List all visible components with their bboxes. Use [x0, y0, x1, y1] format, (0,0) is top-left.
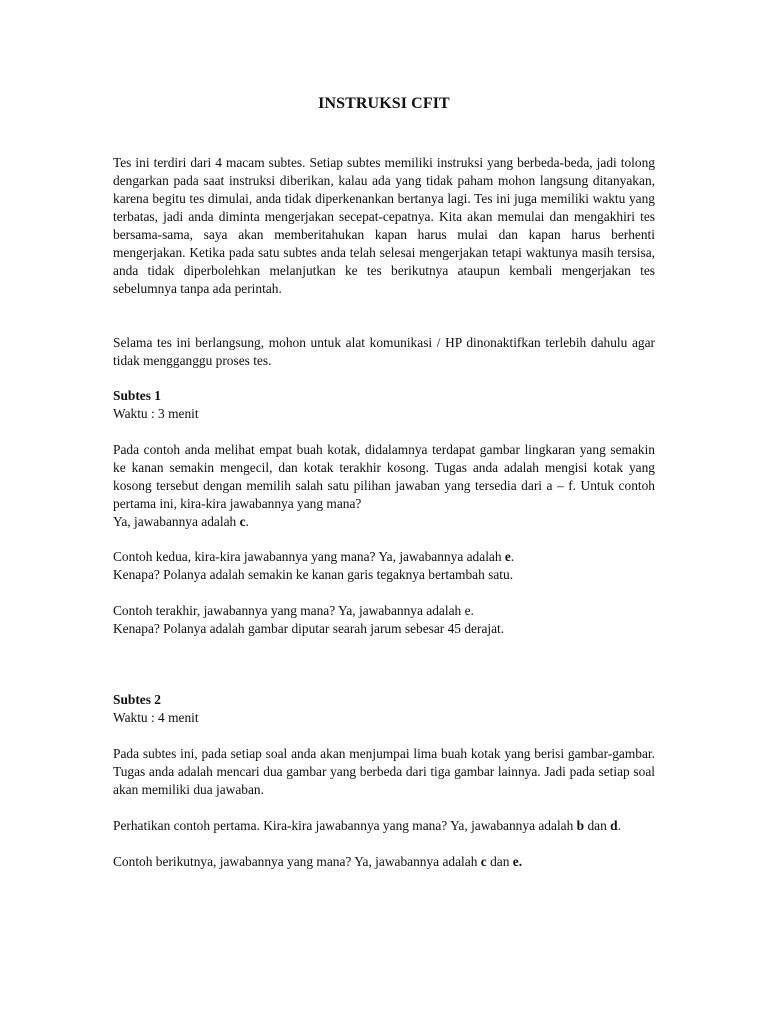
intro-paragraph-1: Tes ini terdiri dari 4 macam subtes. Setiap subtes memiliki instruksi yang berbeda-beda, jadi tolong dengarkan pada saat instruksi diberikan, kalau ada yang tidak paham mohon langsung ditanyakan, karena begitu tes dimulai, anda tidak diperkenankan bertanya lagi. Tes ini juga memiliki waktu yang terbatas, jadi anda diminta mengerjakan secepat-cepatnya. Kita akan memulai dan mengakhiri tes bersama-sama, saya akan memberitahukan kapan harus mulai dan kapan harus berhenti mengerjakan. Ketika pada satu subtes anda telah selesai mengerjakan tetapi waktunya masih tersisa, anda tidak diperbolehkan melanjutkan ke tes berikutnya ataupun kembali mengerjakan tes sebelumnya tanpa ada perintah. [113, 155, 655, 296]
subtes1-example-3-reason: Kenapa? Polanya adalah gambar diputar searah jarum sebesar 45 derajat. [113, 621, 505, 636]
subtes2-section [113, 691, 655, 727]
subtes2-example-2: Contoh berikutnya, jawabannya yang mana? Ya, jawabannya adalah c dan e. [113, 854, 523, 869]
subtes1-heading: Subtes 1 [113, 388, 161, 403]
subtes1-example-3: Contoh terakhir, jawabannya yang mana? Ya, jawabannya adalah e. Kenapa? Polanya adalah gambar diputar searah jarum sebesar 45 derajat. [113, 602, 655, 638]
subtes1-paragraph: Pada contoh anda melihat empat buah kotak, didalamnya terdapat gambar lingkaran yang semakin ke kanan semakin mengecil, dan kotak terakhir kosong. Tugas anda adalah mengisi kotak yang kosong tersebut dengan memilih salah satu pilihan jawaban yang tersedia dari a – f. Untuk contoh pertama ini, kira-kira jawabannya yang mana? [113, 442, 655, 511]
subtes1-example-2: Contoh kedua, kira-kira jawabannya yang mana? Ya, jawabannya adalah e. Kenapa? Polanya adalah semakin ke kanan garis tegaknya bertambah satu. [113, 548, 655, 584]
subtes1-example-2-reason: Kenapa? Polanya adalah semakin ke kanan garis tegaknya bertambah satu. [113, 567, 514, 582]
page-title: INSTRUKSI CFIT [318, 95, 450, 112]
intro-paragraph-2: Selama tes ini berlangsung, mohon untuk alat komunikasi / HP dinonaktifkan terlebih dahulu agar tidak mengganggu proses tes. [113, 335, 655, 368]
subtes1-answer-1: Ya, jawabannya adalah c. [113, 514, 249, 529]
subtes1-section [113, 387, 655, 423]
subtes2-waktu: Waktu : 4 menit [113, 710, 199, 725]
subtes2-paragraph: Pada subtes ini, pada setiap soal anda akan menjumpai lima buah kotak yang berisi gambar-gambar. Tugas anda adalah mencari dua gambar yang berbeda dari tiga gambar lainnya. Jadi pada setiap soal akan memiliki dua jawaban. [113, 746, 655, 797]
subtes2-heading: Subtes 2 [113, 692, 161, 707]
subtes1-waktu: Waktu : 3 menit [113, 406, 199, 421]
subtes2-example-1: Perhatikan contoh pertama. Kira-kira jawabannya yang mana? Ya, jawabannya adalah b dan d. [113, 818, 621, 833]
